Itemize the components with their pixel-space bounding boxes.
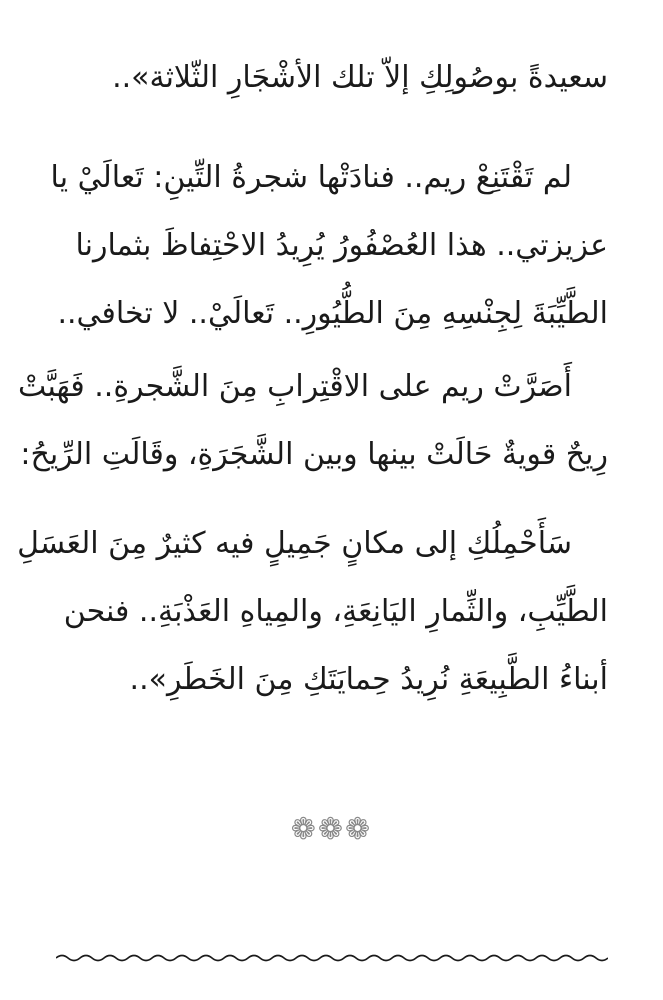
text-line: الطَّيِّبِ، والثِّمارِ اليَانِعَةِ، والمِياهِ العَذْبَةِ.. فنحن (63, 594, 608, 629)
text-line: رِيحٌ قويةٌ حَالَتْ بينها وبين الشَّجَرَةِ، وقَالَتِ الرِّيحُ: (20, 437, 608, 472)
text-line: أَصَرَّتْ ريم على الاقْتِرابِ مِنَ الشَّجرةِ.. فَهَبَّتْ (18, 369, 572, 404)
paragraph-3 (18, 353, 608, 489)
text-line: عزيزتي.. هذا العُصْفُورُ يُرِيدُ الاحْتِفاظَ بثمارنا (75, 228, 608, 263)
section-separator-stars: ❁❁❁ (290, 812, 373, 847)
text-line: الطَّيِّبَةَ لِجِنْسِهِ مِنَ الطُّيُورِ.. تَعالَيْ.. لا تخافي.. (57, 296, 608, 331)
footer-wave-divider (56, 950, 608, 966)
paragraph-4 (17, 510, 608, 714)
text-line: لم تَقْتَنِعْ ريم.. فنادَتْها شجرةُ التِّينِ: تَعالَيْ يا (50, 160, 572, 195)
text-line: سعيدةً بوصُولِكِ إلاّ تلك الأشْجَارِ الثّلاثة».. (112, 60, 608, 95)
paragraph-2 (50, 144, 608, 348)
paragraph-1 (56, 44, 608, 112)
text-line: سَأَحْمِلُكِ إلى مكانٍ جَمِيلٍ فيه كثيرٌ مِنَ العَسَلِ (17, 526, 572, 561)
text-line: أبناءُ الطَّبِيعَةِ نُرِيدُ حِمايَتَكِ مِنَ الخَطَرِ».. (129, 662, 608, 697)
wave-line (56, 956, 608, 961)
